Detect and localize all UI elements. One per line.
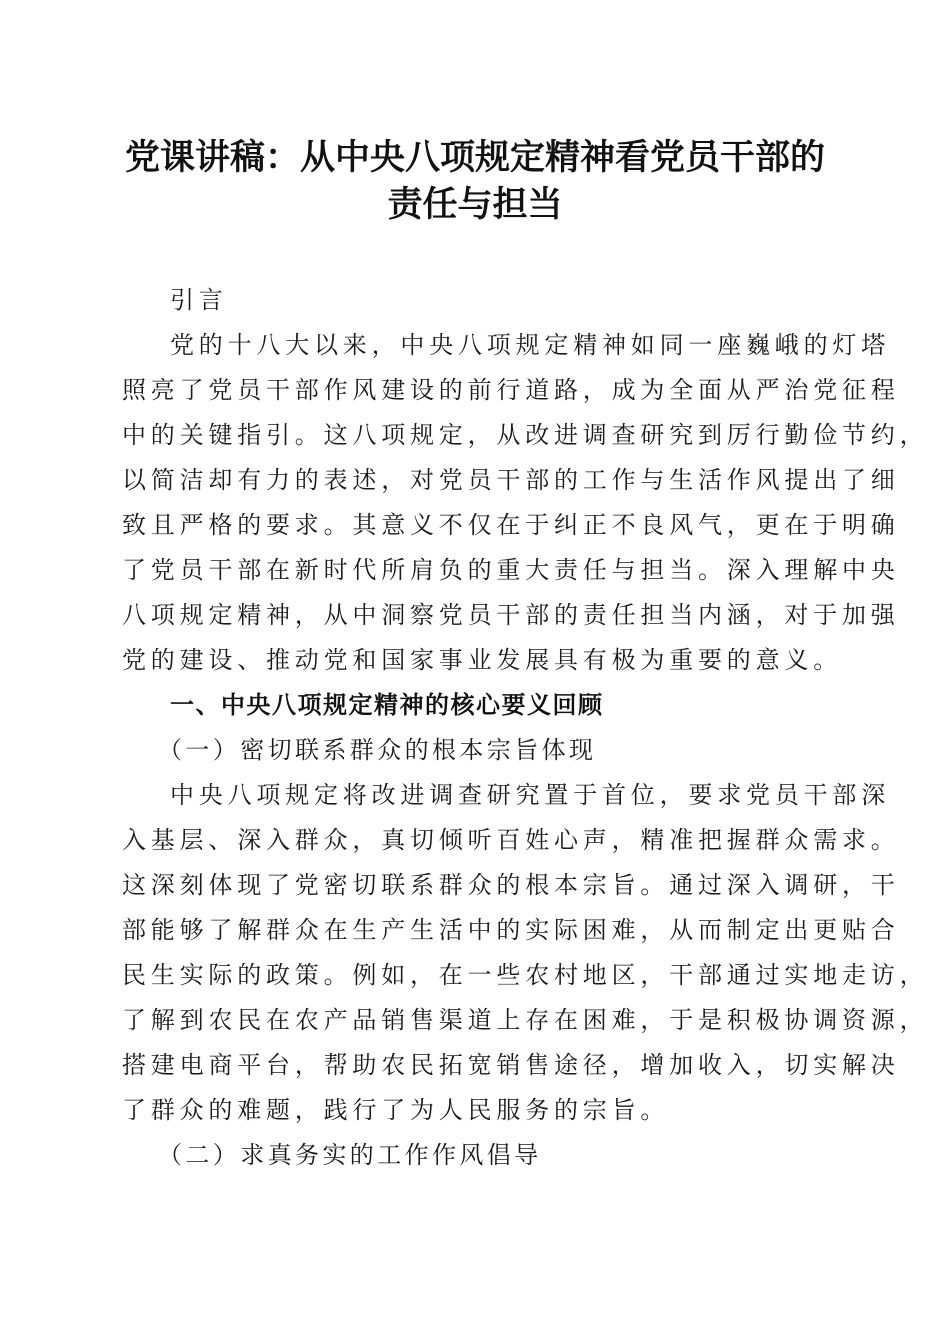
subsection-1-heading: （一）密切联系群众的根本宗旨体现 [158, 736, 597, 764]
intro-line: 党的建设、推动党和国家事业发展具有极为重要的意义。 [122, 646, 842, 674]
intro-paragraph [122, 323, 929, 683]
paragraph-line: 搭建电商平台，帮助农民拓宽销售途径，增加收入，切实解决 [122, 1051, 900, 1079]
intro-line: 致且严格的要求。其意义不仅在于纠正不良风气，更在于明确 [122, 511, 900, 539]
section-1-heading: 一、中央八项规定精神的核心要义回顾 [170, 691, 604, 719]
document-title [100, 134, 850, 228]
intro-label: 引言 [170, 286, 228, 314]
title-line-2: 责任与担当 [387, 184, 563, 225]
intro-line: 以简洁却有力的表述，对党员干部的工作与生活作风提出了细 [122, 466, 900, 494]
paragraph-line: 民生实际的政策。例如，在一些农村地区，干部通过实地走访， [122, 961, 929, 989]
paragraph-line: 部能够了解群众在生产生活中的实际困难，从而制定出更贴合 [122, 916, 900, 944]
paragraph-line: 了群众的难题，践行了为人民服务的宗旨。 [122, 1096, 670, 1124]
paragraph-line: 这深刻体现了党密切联系群众的根本宗旨。通过深入调研，干 [122, 871, 900, 899]
paragraph-line: 了解到农民在农产品销售渠道上存在困难，于是积极协调资源， [122, 1006, 929, 1034]
intro-line: 照亮了党员干部作风建设的前行道路，成为全面从严治党征程 [122, 376, 900, 404]
intro-line: 党的十八大以来，中央八项规定精神如同一座巍峨的灯塔 [170, 331, 890, 359]
subsection-2-heading: （二）求真务实的工作作风倡导 [158, 1141, 542, 1169]
subsection-1-paragraph [122, 773, 929, 1133]
intro-line: 八项规定精神，从中洞察党员干部的责任担当内涵，对于加强 [122, 601, 900, 629]
paragraph-line: 中央八项规定将改进调查研究置于首位，要求党员干部深 [170, 781, 890, 809]
intro-line: 中的关键指引。这八项规定，从改进调查研究到厉行勤俭节约， [122, 421, 929, 449]
intro-line: 了党员干部在新时代所肩负的重大责任与担当。深入理解中央 [122, 556, 900, 584]
title-line-1: 党课讲稿：从中央八项规定精神看党员干部的 [124, 137, 825, 178]
document-body [122, 278, 929, 1178]
paragraph-line: 入基层、深入群众，真切倾听百姓心声，精准把握群众需求。 [122, 826, 900, 854]
